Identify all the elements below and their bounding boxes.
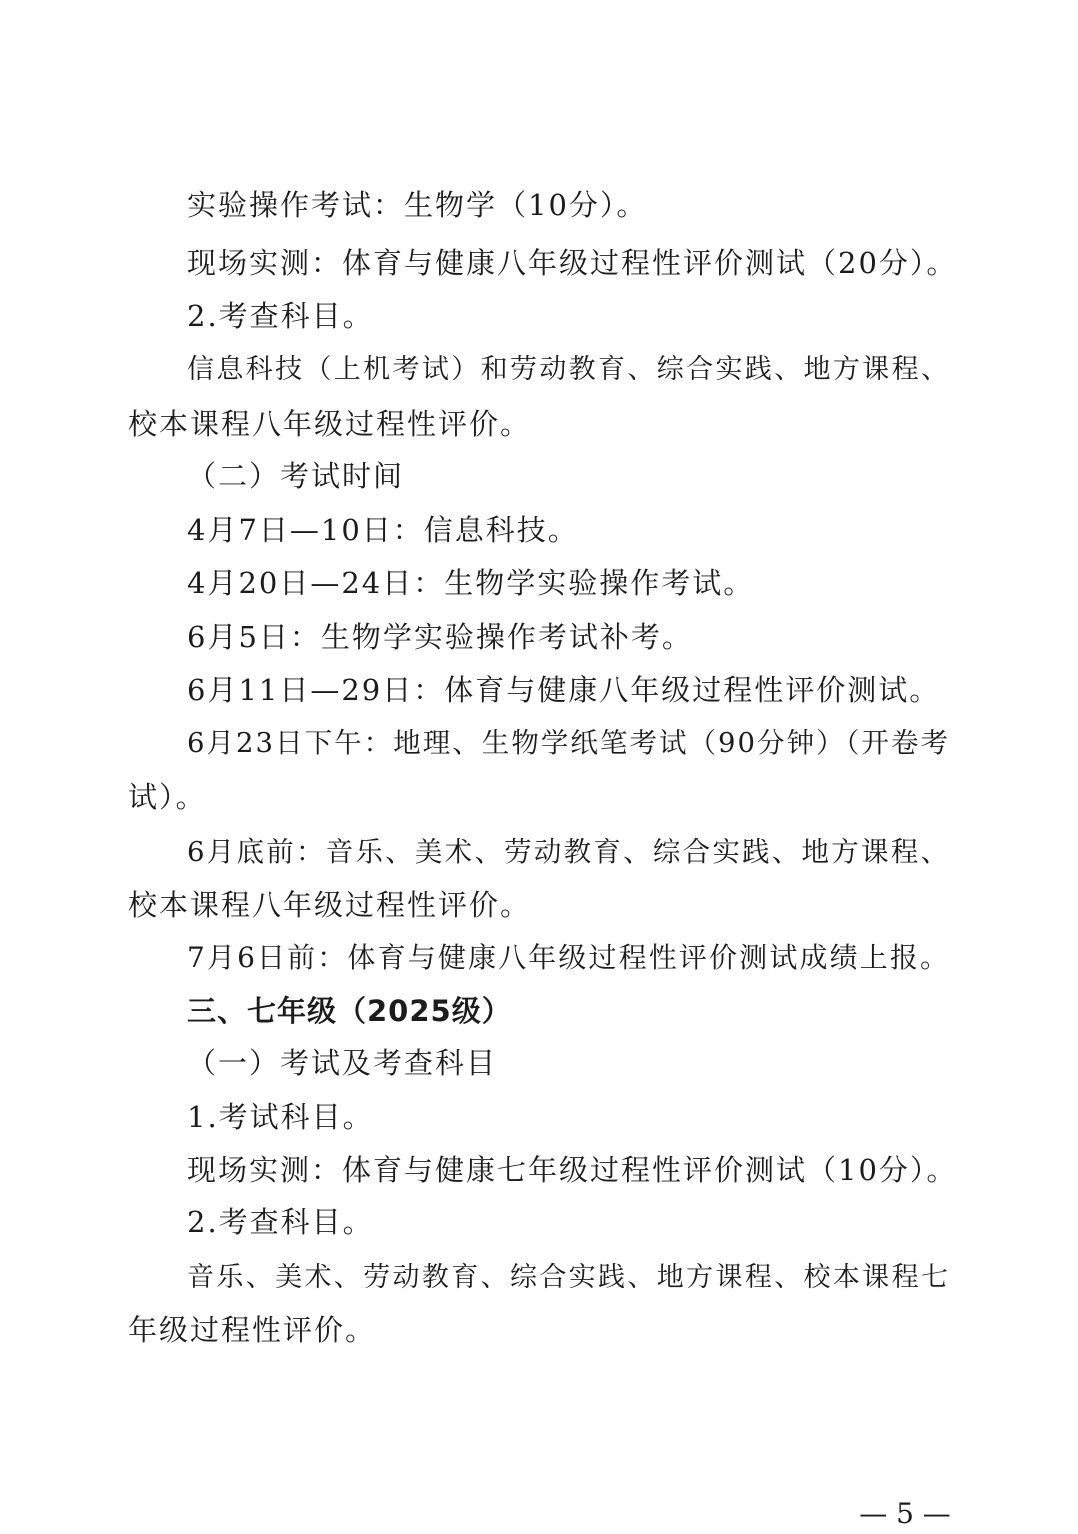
section-subheading: （二）考试时间: [187, 459, 405, 493]
schedule-item: 6月11日—29日：体育与健康八年级过程性评价测试。: [187, 673, 941, 707]
schedule-item-continued: 校本课程八年级过程性评价。: [128, 888, 532, 922]
section-subheading: （一）考试及考查科目: [187, 1046, 498, 1080]
page-number: — 5 —: [859, 1497, 951, 1530]
schedule-item: 4月7日—10日：信息科技。: [187, 513, 579, 547]
paragraph-line: 信息科技（上机考试）和劳动教育、综合实践、地方课程、: [187, 354, 950, 385]
paragraph-line: 现场实测：体育与健康八年级过程性评价测试（20分）。: [187, 246, 958, 280]
paragraph-line: 年级过程性评价。: [128, 1313, 377, 1347]
schedule-item: 6月底前：音乐、美术、劳动教育、综合实践、地方课程、: [187, 836, 950, 868]
paragraph-line: 2.考查科目。: [187, 1205, 374, 1239]
schedule-item: 4月20日—24日：生物学实验操作考试。: [187, 566, 755, 600]
section-heading: 三、七年级（2025级）: [187, 994, 512, 1028]
schedule-item-continued: 试）。: [128, 780, 207, 814]
paragraph-line: 1.考试科目。: [187, 1100, 374, 1134]
paragraph-line: 校本课程八年级过程性评价。: [128, 407, 532, 441]
paragraph-line: 音乐、美术、劳动教育、综合实践、地方课程、校本课程七: [187, 1262, 950, 1293]
schedule-item: 7月6日前：体育与健康八年级过程性评价测试成绩上报。: [187, 941, 950, 974]
schedule-item: 6月23日下午：地理、生物学纸笔考试（90分钟）（开卷考: [187, 727, 950, 759]
paragraph-line: 2.考查科目。: [187, 299, 374, 333]
paragraph-line: 现场实测：体育与健康七年级过程性评价测试（10分）。: [187, 1153, 958, 1187]
paragraph-line: 实验操作考试：生物学（10分）。: [187, 188, 648, 222]
schedule-item: 6月5日：生物学实验操作考试补考。: [187, 620, 693, 654]
